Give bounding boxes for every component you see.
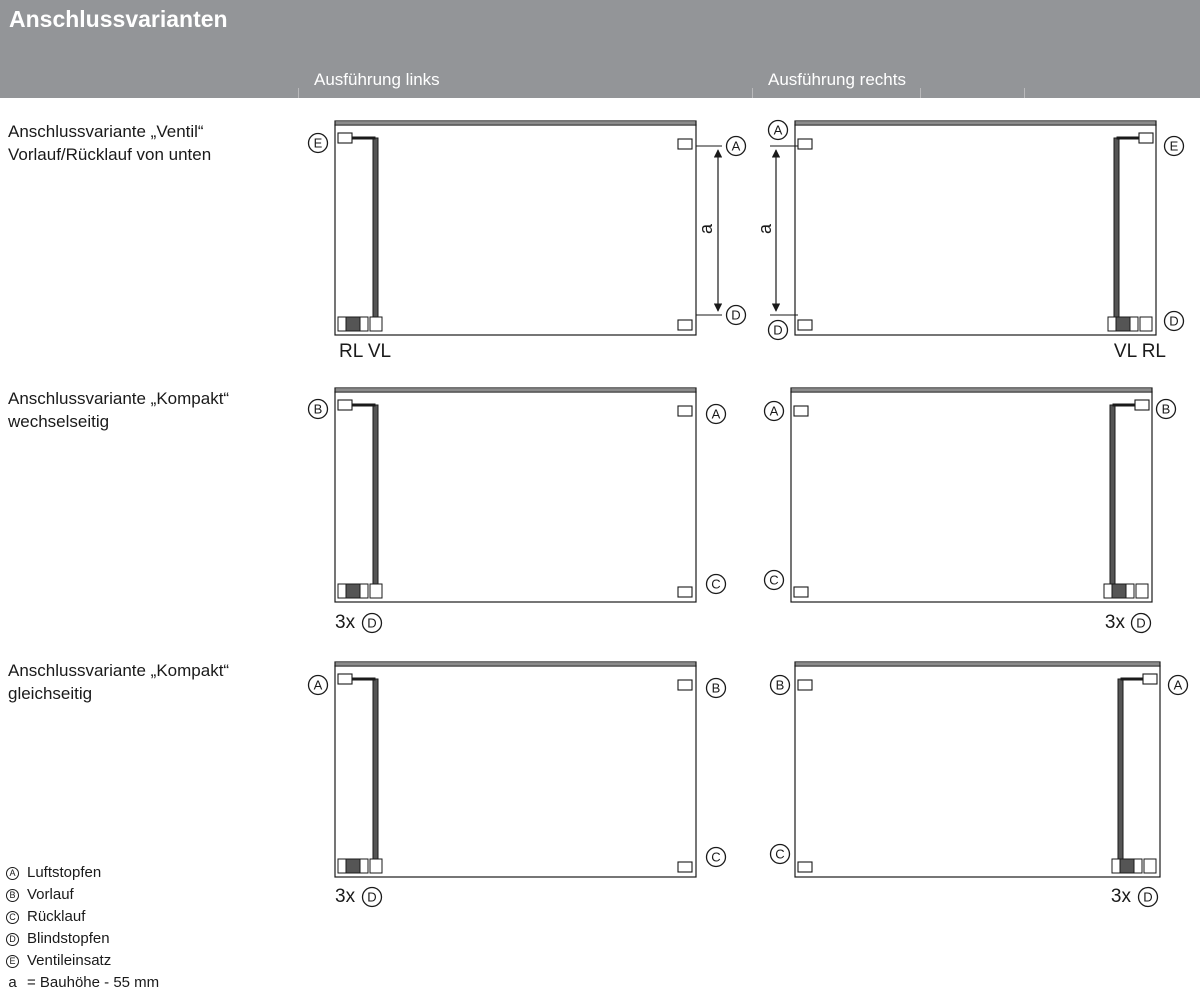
page-title: Anschlussvarianten: [9, 6, 228, 32]
far-top-plug: [678, 139, 692, 149]
legend-text: Vorlauf: [27, 886, 74, 903]
riser-tube: [373, 405, 378, 590]
times-three-label: 3x: [335, 612, 356, 634]
valve-block: [1116, 317, 1130, 331]
valve-block: [1120, 859, 1134, 873]
valve-block: [370, 859, 382, 873]
times-three-label: 3x: [1104, 612, 1125, 634]
valve-block: [338, 317, 346, 331]
callout-c-icon: [707, 575, 726, 594]
row-label-line: Anschlussvariante „Ventil“: [8, 122, 204, 141]
callout-b-icon: [707, 679, 726, 698]
valve-block: [1104, 584, 1112, 598]
riser-tube: [373, 138, 378, 323]
callout-d-icon: [1132, 614, 1151, 633]
valve-block: [1112, 584, 1126, 598]
radiator-kompakt-gleich-links: [309, 662, 726, 907]
legend-item: [6, 972, 159, 994]
callout-letter: C: [775, 846, 785, 862]
callout-letter: C: [711, 576, 721, 592]
callout-b-icon: [1157, 400, 1176, 419]
callout-letter: D: [773, 322, 783, 338]
callout-letter: E: [1169, 138, 1179, 154]
callout-b-icon: [771, 676, 790, 695]
callout-letter: A: [711, 406, 721, 422]
callout-letter: A: [773, 122, 783, 138]
callout-letter: B: [775, 677, 785, 693]
radiator-body: [335, 392, 696, 602]
valve-block: [1108, 317, 1116, 331]
callout-a-icon: [1169, 676, 1188, 695]
times-three-label: 3x: [335, 886, 356, 908]
legend-text: Ventileinsatz: [27, 952, 112, 969]
radiator-kompakt-gleich-rechts: [771, 662, 1188, 907]
callout-a-icon: [707, 405, 726, 424]
callout-d-icon: [1165, 312, 1184, 331]
callout-b-icon: B: [6, 889, 19, 902]
top-plug: [338, 674, 352, 684]
row-label-line: Anschlussvariante „Kompakt“: [8, 661, 230, 680]
callout-letter: A: [769, 403, 779, 419]
legend-item: [6, 950, 159, 972]
dimension-a-label: a: [754, 223, 775, 235]
radiator-ventil-rechts: [755, 121, 1184, 363]
callout-d-icon: [727, 306, 746, 325]
far-top-plug: [678, 406, 692, 416]
callout-letter: E: [313, 135, 323, 151]
callout-letter: B: [711, 680, 721, 696]
callout-a-icon: [309, 676, 328, 695]
far-top-plug: [798, 139, 812, 149]
riser-tube: [1114, 138, 1119, 323]
valve-block: [346, 859, 360, 873]
dimension-symbol: a: [8, 974, 17, 991]
callout-letter: D: [367, 615, 377, 631]
valve-block: [370, 317, 382, 331]
radiator-body: [335, 125, 696, 335]
far-top-plug: [678, 680, 692, 690]
radiator-body: [791, 392, 1152, 602]
far-bottom-plug: [794, 587, 808, 597]
rl-vl-label: RL VL: [339, 341, 392, 363]
riser-tube: [1110, 405, 1115, 590]
valve-block: [1126, 584, 1134, 598]
legend-text: = Bauhöhe - 55 mm: [27, 974, 160, 991]
callout-a-icon: A: [6, 867, 19, 880]
legend-text: Luftstopfen: [27, 864, 102, 881]
radiator-body: [795, 666, 1160, 877]
row-label-line: gleichseitig: [8, 684, 93, 703]
callout-c-icon: [771, 845, 790, 864]
radiator-ventil-links: [309, 121, 746, 362]
callout-e-icon: [1165, 137, 1184, 156]
callout-letter: D: [367, 889, 377, 905]
top-plug: [338, 400, 352, 410]
column-header-links: Ausführung links: [314, 70, 440, 89]
callout-letter: C: [711, 849, 721, 865]
radiator-kompakt-wechsel-links: [309, 388, 726, 633]
valve-block: [1112, 859, 1120, 873]
vl-rl-label: VL RL: [1113, 341, 1166, 363]
valve-block: [370, 584, 382, 598]
callout-a-icon: [727, 137, 746, 156]
radiator-body: [795, 125, 1156, 335]
callout-letter: D: [1143, 889, 1153, 905]
callout-letter: B: [313, 401, 323, 417]
top-plug: [338, 133, 352, 143]
valve-block: [1134, 859, 1142, 873]
valve-block: [360, 584, 368, 598]
legend-item: [6, 884, 159, 906]
far-bottom-plug: [678, 862, 692, 872]
legend-item: [6, 906, 159, 928]
far-bottom-plug: [798, 320, 812, 330]
callout-c-icon: [765, 571, 784, 590]
column-header-rechts: Ausführung rechts: [768, 70, 906, 89]
top-plug: [1135, 400, 1149, 410]
valve-block: [338, 584, 346, 598]
callout-d-icon: [769, 321, 788, 340]
callout-letter: D: [1169, 313, 1179, 329]
riser-tube: [1118, 679, 1123, 865]
far-bottom-plug: [798, 862, 812, 872]
far-top-plug: [798, 680, 812, 690]
radiator-kompakt-wechsel-rechts: [765, 388, 1176, 633]
valve-block: [1140, 317, 1152, 331]
callout-e-icon: [309, 134, 328, 153]
callout-d-icon: D: [6, 933, 19, 946]
row-label-line: wechselseitig: [8, 412, 110, 431]
legend-item: [6, 928, 159, 950]
callout-letter: C: [769, 572, 779, 588]
top-plug: [1143, 674, 1157, 684]
valve-block: [1136, 584, 1148, 598]
dimension-a-label: a: [695, 223, 716, 235]
callout-a-icon: [765, 402, 784, 421]
valve-block: [338, 859, 346, 873]
valve-block: [1130, 317, 1138, 331]
valve-block: [346, 317, 360, 331]
callout-letter: D: [1136, 615, 1146, 631]
callout-c-icon: C: [6, 911, 19, 924]
top-plug: [1139, 133, 1153, 143]
legend-text: Blindstopfen: [27, 930, 110, 947]
far-bottom-plug: [678, 320, 692, 330]
legend-text: Rücklauf: [27, 908, 86, 925]
valve-block: [360, 859, 368, 873]
callout-b-icon: [309, 400, 328, 419]
legend-item: [6, 862, 159, 884]
callout-letter: A: [313, 677, 323, 693]
legend: [6, 862, 159, 994]
valve-block: [346, 584, 360, 598]
row-label-line: Anschlussvariante „Kompakt“: [8, 389, 230, 408]
row-label-line: Vorlauf/Rücklauf von unten: [8, 145, 212, 164]
callout-letter: B: [1161, 401, 1171, 417]
callout-d-icon: [363, 888, 382, 907]
callout-letter: A: [1173, 677, 1183, 693]
valve-block: [1144, 859, 1156, 873]
times-three-label: 3x: [1110, 886, 1131, 908]
far-bottom-plug: [678, 587, 692, 597]
callout-d-icon: [363, 614, 382, 633]
callout-a-icon: [769, 121, 788, 140]
callout-e-icon: E: [6, 955, 19, 968]
far-top-plug: [794, 406, 808, 416]
callout-letter: A: [731, 138, 741, 154]
callout-letter: D: [731, 307, 741, 323]
callout-c-icon: [707, 848, 726, 867]
callout-d-icon: [1139, 888, 1158, 907]
radiator-body: [335, 666, 696, 877]
valve-block: [360, 317, 368, 331]
riser-tube: [373, 679, 378, 865]
